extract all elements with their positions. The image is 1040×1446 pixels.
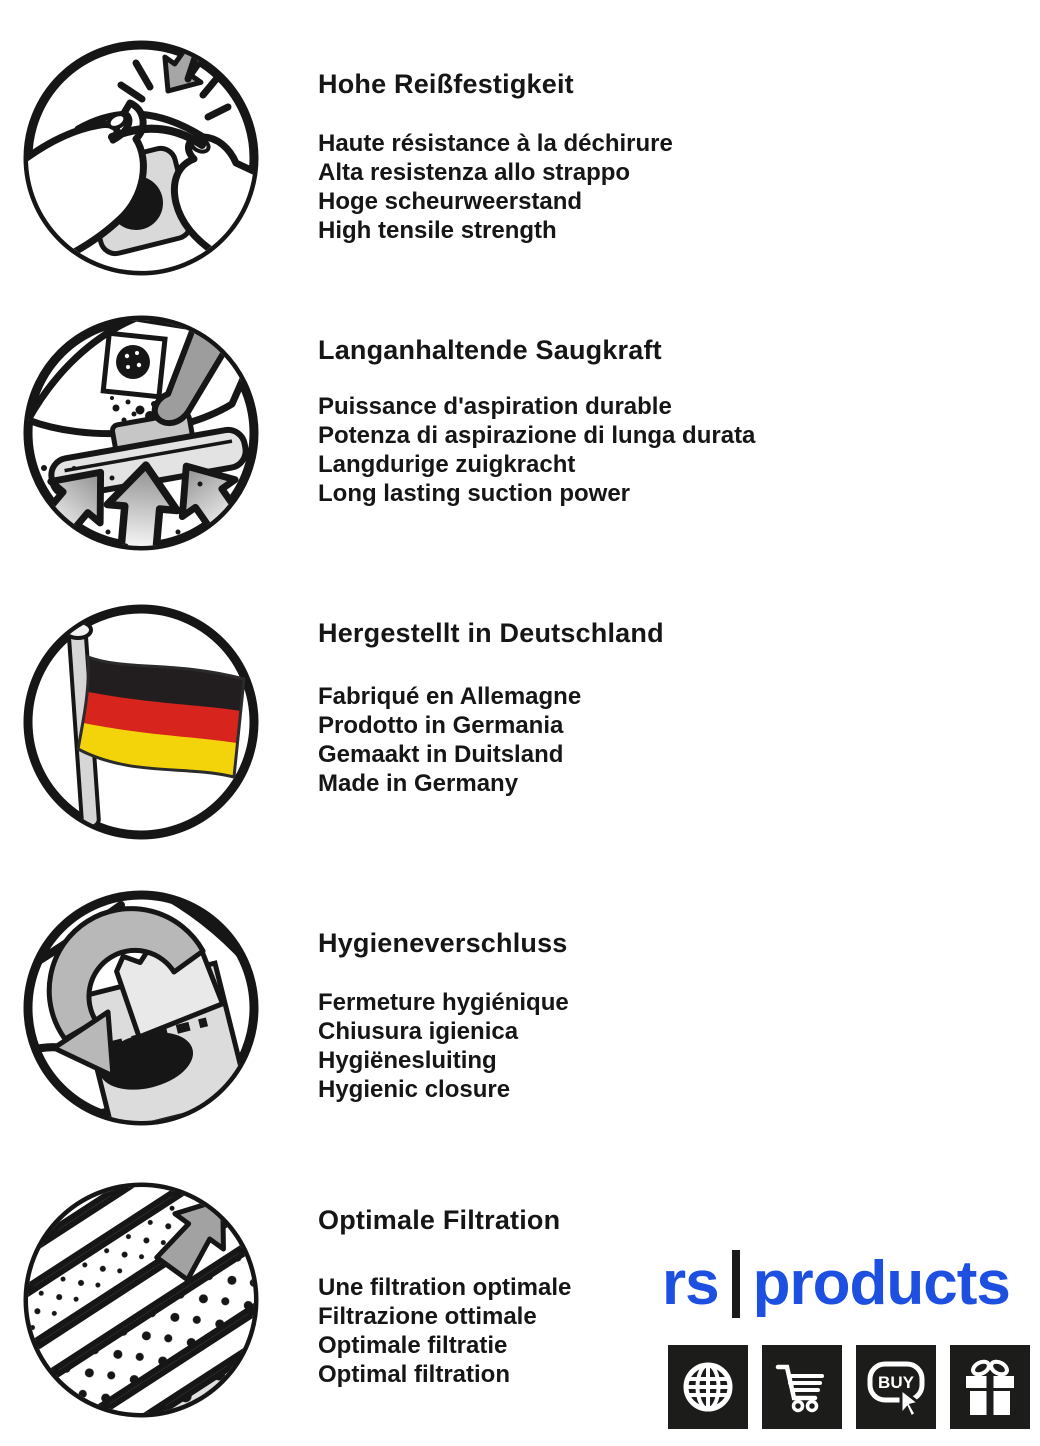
feature-translations [318, 392, 755, 508]
feature-text-block [318, 33, 968, 289]
translation-en: Long lasting suction power [318, 480, 630, 507]
feature-text-block [318, 597, 968, 853]
gift-icon [950, 1345, 1030, 1429]
translation-fr: Fabriqué en Allemagne [318, 683, 582, 710]
feature-text-block [318, 883, 968, 1139]
shopping-cart-icon [762, 1345, 842, 1429]
feature-row-suction [0, 308, 1040, 564]
feature-text-block [318, 308, 968, 564]
feature-row-tear-strength [0, 33, 1040, 289]
german-flag-icon [16, 597, 266, 847]
translation-it: Prodotto in Germania [318, 712, 564, 739]
feature-title: Hohe Reißfestigkeit [318, 69, 574, 99]
translation-en: High tensile strength [318, 217, 557, 244]
feature-translations [318, 129, 673, 245]
bag-stretch-icon [16, 33, 266, 283]
filter-layers-icon [16, 1175, 266, 1425]
feature-title: Optimale Filtration [318, 1205, 561, 1235]
translation-fr: Haute résistance à la déchirure [318, 130, 673, 157]
translation-en: Made in Germany [318, 770, 519, 797]
brand-logo [662, 1250, 1010, 1318]
feature-title: Langanhaltende Saugkraft [318, 335, 662, 365]
translation-nl: Hoge scheurweerstand [318, 188, 583, 215]
translation-it: Potenza di aspirazione di lunga durata [318, 422, 756, 449]
closure-flap-icon [16, 883, 266, 1133]
translation-nl: Gemaakt in Duitsland [318, 741, 564, 768]
translation-nl: Optimale filtratie [318, 1332, 508, 1359]
feature-row-made-in-germany [0, 597, 1040, 853]
translation-it: Alta resistenza allo strappo [318, 159, 631, 186]
translation-it: Chiusura igienica [318, 1018, 519, 1045]
feature-translations [318, 1273, 571, 1389]
logo-divider [732, 1250, 740, 1318]
brand-icons [668, 1345, 1030, 1429]
translation-fr: Une filtration optimale [318, 1274, 572, 1301]
feature-translations [318, 988, 569, 1104]
translation-nl: Langdurige zuigkracht [318, 451, 576, 478]
translation-nl: Hygiënesluiting [318, 1047, 497, 1074]
translation-fr: Puissance d'aspiration durable [318, 393, 672, 420]
translation-en: Optimal filtration [318, 1361, 510, 1388]
buy-button-icon [856, 1345, 936, 1429]
buy-label: BUY [878, 1373, 914, 1392]
feature-title: Hergestellt in Deutschland [318, 618, 664, 648]
translation-it: Filtrazione ottimale [318, 1303, 537, 1330]
logo-text-rs: rs [662, 1249, 719, 1318]
translation-fr: Fermeture hygiénique [318, 989, 569, 1016]
logo-text-products: products [752, 1249, 1010, 1318]
feature-translations [318, 682, 581, 798]
globe-icon [668, 1345, 748, 1429]
feature-title: Hygieneverschluss [318, 928, 568, 958]
translation-en: Hygienic closure [318, 1076, 511, 1103]
feature-row-hygienic-closure [0, 883, 1040, 1139]
vacuum-nozzle-icon [16, 308, 266, 558]
